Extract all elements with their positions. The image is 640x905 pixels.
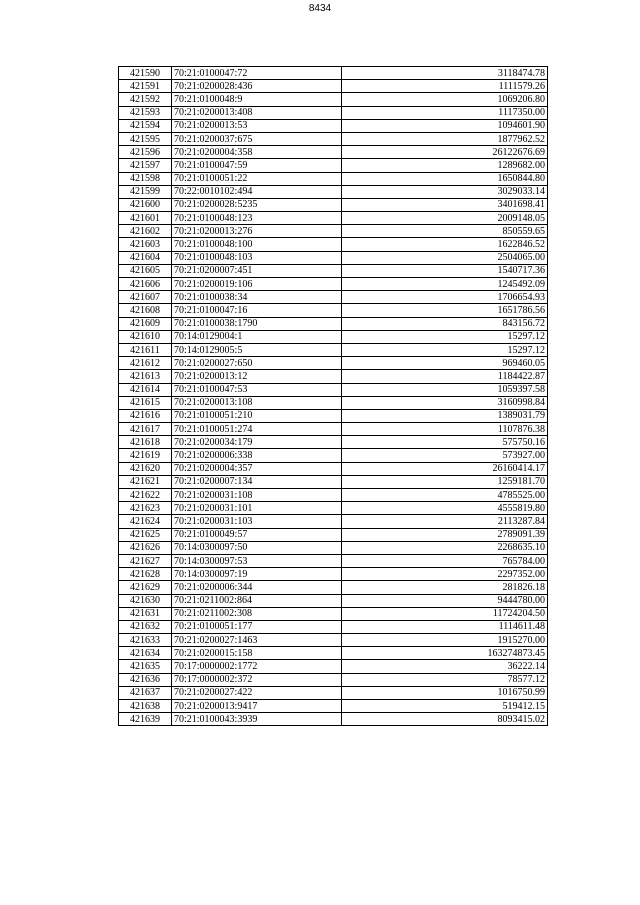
row-number-cell: 421635 [119,660,172,673]
cadastral-value-cell: 1059397.58 [342,383,548,396]
cadastral-value-cell: 1259181.70 [342,475,548,488]
table-row [119,67,548,80]
row-number-cell: 421600 [119,198,172,211]
row-number-cell: 421624 [119,515,172,528]
cadastral-value-cell: 15297.12 [342,343,548,356]
row-number-cell: 421599 [119,185,172,198]
table-row [119,489,548,502]
row-number-cell: 421630 [119,594,172,607]
table-body [119,67,548,726]
row-number-cell: 421605 [119,264,172,277]
cadastral-value-cell: 15297.12 [342,330,548,343]
table-row [119,357,548,370]
table-row [119,225,548,238]
table-row [119,423,548,436]
cadastral-number-cell: 70:21:0200013:408 [172,106,342,119]
row-number-cell: 421595 [119,132,172,145]
cadastral-number-cell: 70:21:0100043:3939 [172,713,342,726]
cadastral-value-cell: 1540717.36 [342,264,548,277]
row-number-cell: 421591 [119,80,172,93]
table-row [119,132,548,145]
cadastral-value-cell: 1289682.00 [342,159,548,172]
cadastral-value-cell: 1114611.48 [342,620,548,633]
cadastral-number-cell: 70:21:0200013:108 [172,396,342,409]
table-row [119,713,548,726]
cadastral-number-cell: 70:21:0200004:357 [172,462,342,475]
table-row [119,660,548,673]
cadastral-value-cell: 2297352.00 [342,568,548,581]
cadastral-number-cell: 70:21:0200006:338 [172,449,342,462]
cadastral-number-cell: 70:21:0100049:57 [172,528,342,541]
table-row [119,634,548,647]
cadastral-number-cell: 70:21:0100038:1790 [172,317,342,330]
row-number-cell: 421620 [119,462,172,475]
cadastral-number-cell: 70:21:0200007:134 [172,475,342,488]
cadastral-number-cell: 70:21:0100051:210 [172,409,342,422]
cadastral-value-table [118,66,548,726]
cadastral-value-cell: 36222.14 [342,660,548,673]
cadastral-value-cell: 573927.00 [342,449,548,462]
cadastral-number-cell: 70:21:0100038:34 [172,291,342,304]
table-row [119,198,548,211]
row-number-cell: 421619 [119,449,172,462]
cadastral-number-cell: 70:21:0200013:53 [172,119,342,132]
table-row [119,119,548,132]
table-row [119,317,548,330]
cadastral-value-cell: 1651786.56 [342,304,548,317]
cadastral-number-cell: 70:21:0200027:650 [172,357,342,370]
row-number-cell: 421626 [119,541,172,554]
cadastral-value-cell: 843156.72 [342,317,548,330]
cadastral-value-cell: 8093415.02 [342,713,548,726]
row-number-cell: 421610 [119,330,172,343]
cadastral-value-cell: 1389031.79 [342,409,548,422]
cadastral-number-cell: 70:21:0200037:675 [172,132,342,145]
cadastral-number-cell: 70:21:0200031:103 [172,515,342,528]
row-number-cell: 421622 [119,489,172,502]
row-number-cell: 421593 [119,106,172,119]
cadastral-number-cell: 70:21:0200031:108 [172,489,342,502]
cadastral-number-cell: 70:21:0100047:72 [172,67,342,80]
row-number-cell: 421606 [119,278,172,291]
row-number-cell: 421629 [119,581,172,594]
row-number-cell: 421634 [119,647,172,660]
cadastral-value-cell: 1184422.87 [342,370,548,383]
row-number-cell: 421616 [119,409,172,422]
row-number-cell: 421636 [119,673,172,686]
row-number-cell: 421617 [119,423,172,436]
table-row [119,396,548,409]
row-number-cell: 421614 [119,383,172,396]
table-row [119,172,548,185]
row-number-cell: 421633 [119,634,172,647]
cadastral-number-cell: 70:21:0200004:358 [172,146,342,159]
cadastral-value-cell: 26160414.17 [342,462,548,475]
cadastral-number-cell: 70:21:0100048:123 [172,212,342,225]
cadastral-number-cell: 70:21:0100051:274 [172,423,342,436]
cadastral-number-cell: 70:14:0300097:53 [172,554,342,567]
row-number-cell: 421615 [119,396,172,409]
table-row [119,449,548,462]
table-row [119,528,548,541]
cadastral-value-cell: 163274873.45 [342,647,548,660]
cadastral-number-cell: 70:21:0200013:12 [172,370,342,383]
cadastral-value-cell: 2268635.10 [342,541,548,554]
row-number-cell: 421609 [119,317,172,330]
row-number-cell: 421627 [119,554,172,567]
cadastral-value-cell: 765784.00 [342,554,548,567]
cadastral-number-cell: 70:22:0010102:494 [172,185,342,198]
cadastral-number-cell: 70:17:0000002:1772 [172,660,342,673]
cadastral-value-cell: 2113287.84 [342,515,548,528]
row-number-cell: 421601 [119,212,172,225]
row-number-cell: 421603 [119,238,172,251]
cadastral-value-cell: 1117350.00 [342,106,548,119]
row-number-cell: 421631 [119,607,172,620]
table-row [119,80,548,93]
cadastral-number-cell: 70:21:0200019:106 [172,278,342,291]
table-row [119,383,548,396]
table-row [119,370,548,383]
row-number-cell: 421608 [119,304,172,317]
cadastral-number-cell: 70:21:0100051:177 [172,620,342,633]
table-row [119,502,548,515]
cadastral-number-cell: 70:21:0211002:864 [172,594,342,607]
cadastral-number-cell: 70:21:0100047:16 [172,304,342,317]
cadastral-value-cell: 2789091.39 [342,528,548,541]
row-number-cell: 421592 [119,93,172,106]
table-row [119,185,548,198]
cadastral-number-cell: 70:21:0100048:100 [172,238,342,251]
table-row [119,515,548,528]
table-row [119,607,548,620]
cadastral-value-cell: 1622846.52 [342,238,548,251]
table-row [119,409,548,422]
cadastral-number-cell: 70:21:0200028:5235 [172,198,342,211]
cadastral-number-cell: 70:21:0200034:179 [172,436,342,449]
cadastral-number-cell: 70:21:0200027:422 [172,686,342,699]
cadastral-number-cell: 70:21:0200028:436 [172,80,342,93]
row-number-cell: 421632 [119,620,172,633]
table-row [119,343,548,356]
cadastral-value-cell: 1107876.38 [342,423,548,436]
table-row [119,581,548,594]
row-number-cell: 421594 [119,119,172,132]
table-row [119,554,548,567]
cadastral-number-cell: 70:14:0300097:50 [172,541,342,554]
cadastral-number-cell: 70:21:0200006:344 [172,581,342,594]
cadastral-value-cell: 4785525.00 [342,489,548,502]
row-number-cell: 421613 [119,370,172,383]
cadastral-value-cell: 850559.65 [342,225,548,238]
cadastral-number-cell: 70:21:0200013:276 [172,225,342,238]
row-number-cell: 421597 [119,159,172,172]
cadastral-number-cell: 70:21:0100051:22 [172,172,342,185]
cadastral-value-cell: 1094601.90 [342,119,548,132]
cadastral-number-cell: 70:14:0300097:19 [172,568,342,581]
cadastral-value-cell: 3160998.84 [342,396,548,409]
row-number-cell: 421598 [119,172,172,185]
cadastral-value-cell: 1016750.99 [342,686,548,699]
table-row [119,462,548,475]
table-row [119,159,548,172]
table-row [119,436,548,449]
cadastral-value-cell: 9444780.00 [342,594,548,607]
table-row [119,251,548,264]
table-row [119,264,548,277]
row-number-cell: 421621 [119,475,172,488]
table-row [119,291,548,304]
cadastral-value-cell: 1069206.80 [342,93,548,106]
table-row [119,541,548,554]
cadastral-value-cell: 3118474.78 [342,67,548,80]
page-number: 8434 [308,3,332,14]
cadastral-number-cell: 70:21:0200013:9417 [172,700,342,713]
cadastral-number-cell: 70:21:0100047:59 [172,159,342,172]
cadastral-value-cell: 1915270.00 [342,634,548,647]
cadastral-value-cell: 2009148.05 [342,212,548,225]
cadastral-number-cell: 70:21:0200027:1463 [172,634,342,647]
cadastral-number-cell: 70:14:0129004:1 [172,330,342,343]
table-row [119,106,548,119]
row-number-cell: 421625 [119,528,172,541]
cadastral-value-cell: 1877962.52 [342,132,548,145]
row-number-cell: 421604 [119,251,172,264]
cadastral-value-cell: 78577.12 [342,673,548,686]
cadastral-number-cell: 70:21:0200031:101 [172,502,342,515]
cadastral-number-cell: 70:21:0211002:308 [172,607,342,620]
cadastral-value-cell: 4555819.80 [342,502,548,515]
cadastral-value-cell: 519412.15 [342,700,548,713]
row-number-cell: 421602 [119,225,172,238]
cadastral-value-cell: 1111579.26 [342,80,548,93]
table-row [119,146,548,159]
table-row [119,238,548,251]
table-row [119,93,548,106]
row-number-cell: 421611 [119,343,172,356]
row-number-cell: 421590 [119,67,172,80]
table-row [119,647,548,660]
cadastral-value-cell: 3029033.14 [342,185,548,198]
row-number-cell: 421639 [119,713,172,726]
row-number-cell: 421618 [119,436,172,449]
cadastral-value-cell: 281826.18 [342,581,548,594]
cadastral-number-cell: 70:21:0100047:53 [172,383,342,396]
row-number-cell: 421638 [119,700,172,713]
row-number-cell: 421607 [119,291,172,304]
row-number-cell: 421637 [119,686,172,699]
cadastral-value-cell: 3401698.41 [342,198,548,211]
cadastral-value-cell: 969460.05 [342,357,548,370]
table-row [119,700,548,713]
row-number-cell: 421612 [119,357,172,370]
cadastral-number-cell: 70:21:0200015:158 [172,647,342,660]
table-row [119,304,548,317]
cadastral-number-cell: 70:21:0100048:9 [172,93,342,106]
cadastral-number-cell: 70:21:0100048:103 [172,251,342,264]
cadastral-value-cell: 26122676.69 [342,146,548,159]
table-row [119,330,548,343]
row-number-cell: 421628 [119,568,172,581]
table-row [119,475,548,488]
row-number-cell: 421623 [119,502,172,515]
table-row [119,673,548,686]
cadastral-value-cell: 1650844.80 [342,172,548,185]
table-row [119,594,548,607]
table-row [119,212,548,225]
cadastral-number-cell: 70:21:0200007:451 [172,264,342,277]
cadastral-value-cell: 2504065.00 [342,251,548,264]
cadastral-value-cell: 11724204.50 [342,607,548,620]
table-row [119,568,548,581]
cadastral-value-cell: 1706654.93 [342,291,548,304]
cadastral-number-cell: 70:17:0000002:372 [172,673,342,686]
cadastral-value-cell: 575750.16 [342,436,548,449]
row-number-cell: 421596 [119,146,172,159]
cadastral-number-cell: 70:14:0129005:5 [172,343,342,356]
table-row [119,620,548,633]
table-row [119,686,548,699]
table-row [119,278,548,291]
cadastral-value-cell: 1245492.09 [342,278,548,291]
